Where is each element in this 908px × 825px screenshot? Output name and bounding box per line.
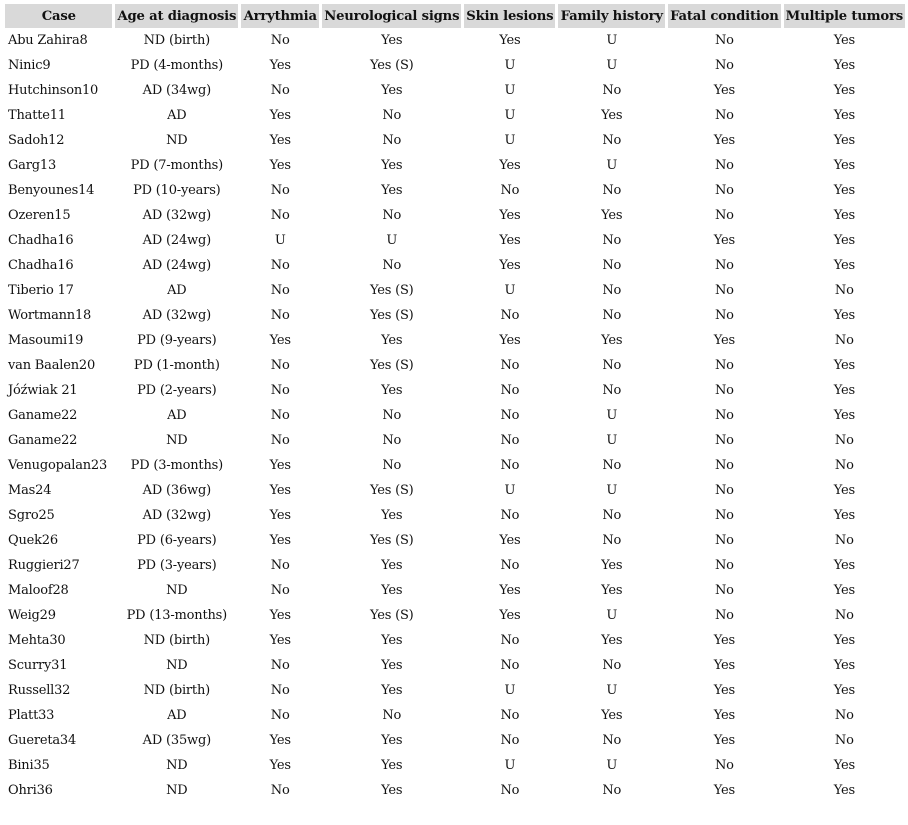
cell-case: Ganame22: [8, 433, 78, 448]
cell-fatal-condition: No: [714, 183, 734, 198]
table-row: [5, 353, 905, 378]
cell-arrythmia: No: [270, 183, 290, 198]
cell-case: Ozeren15: [8, 208, 71, 223]
table-row: [5, 653, 905, 678]
cell-neurological-signs: U: [386, 233, 398, 248]
cell-multiple-tumors: Yes: [833, 158, 855, 173]
cell-age-at-diagnosis: AD: [167, 283, 187, 298]
cell-multiple-tumors: Yes: [833, 483, 855, 498]
cell-neurological-signs: No: [382, 108, 402, 123]
cell-case: Jóźwiak 21: [8, 383, 78, 398]
cell-arrythmia: Yes: [269, 508, 291, 523]
cell-neurological-signs: No: [382, 708, 402, 723]
cell-neurological-signs: Yes: [381, 558, 403, 573]
cell-family-history: No: [602, 508, 622, 523]
cell-age-at-diagnosis: PD (6-years): [137, 533, 217, 548]
cell-case: Sgro25: [8, 508, 55, 523]
cell-case: Russell32: [8, 683, 71, 698]
cell-skin-lesions: No: [500, 458, 520, 473]
cell-neurological-signs: Yes (S): [369, 533, 414, 548]
cell-family-history: U: [606, 608, 618, 623]
cell-arrythmia: Yes: [269, 133, 291, 148]
cell-age-at-diagnosis: ND: [166, 658, 188, 673]
table-row: [5, 403, 905, 428]
cell-multiple-tumors: Yes: [833, 58, 855, 73]
table-row: [5, 228, 905, 253]
table-row: [5, 478, 905, 503]
table-row: [5, 728, 905, 753]
cell-fatal-condition: No: [714, 533, 734, 548]
cell-arrythmia: No: [270, 258, 290, 273]
column-header-case: Case: [5, 4, 112, 28]
cell-arrythmia: Yes: [269, 533, 291, 548]
cell-case: Thatte11: [8, 108, 66, 123]
cell-age-at-diagnosis: ND: [166, 433, 188, 448]
cell-arrythmia: No: [270, 683, 290, 698]
cell-neurological-signs: Yes: [381, 83, 403, 98]
cell-fatal-condition: Yes: [713, 783, 735, 798]
cell-case: Ohri36: [8, 783, 53, 798]
cell-family-history: Yes: [601, 333, 623, 348]
cell-family-history: No: [602, 533, 622, 548]
cell-family-history: U: [606, 33, 618, 48]
cell-case: Wortmann18: [8, 308, 92, 323]
cell-case: Guereta34: [8, 733, 77, 748]
cell-case: Maloof28: [8, 583, 69, 598]
cell-arrythmia: No: [270, 408, 290, 423]
cell-case: Venugopalan23: [8, 458, 108, 473]
cell-neurological-signs: Yes: [381, 633, 403, 648]
cell-case: Garg13: [8, 158, 57, 173]
cell-fatal-condition: No: [714, 208, 734, 223]
cell-fatal-condition: No: [714, 433, 734, 448]
cell-multiple-tumors: Yes: [833, 133, 855, 148]
cell-multiple-tumors: Yes: [833, 183, 855, 198]
cell-age-at-diagnosis: AD (32wg): [142, 208, 211, 223]
cell-skin-lesions: No: [500, 783, 520, 798]
cell-family-history: U: [606, 408, 618, 423]
cell-fatal-condition: Yes: [713, 333, 735, 348]
cell-fatal-condition: No: [714, 308, 734, 323]
cell-age-at-diagnosis: AD (32wg): [142, 308, 211, 323]
cell-age-at-diagnosis: PD (3-years): [137, 558, 217, 573]
cell-neurological-signs: Yes: [381, 383, 403, 398]
cell-skin-lesions: Yes: [499, 233, 521, 248]
cell-skin-lesions: No: [500, 183, 520, 198]
cell-skin-lesions: U: [504, 483, 516, 498]
cell-family-history: U: [606, 58, 618, 73]
cell-skin-lesions: No: [500, 383, 520, 398]
cell-skin-lesions: No: [500, 658, 520, 673]
table-row: [5, 553, 905, 578]
cell-arrythmia: No: [270, 33, 290, 48]
cell-fatal-condition: No: [714, 358, 734, 373]
table-row: [5, 603, 905, 628]
table-row: [5, 503, 905, 528]
cell-case: Hutchinson10: [8, 83, 99, 98]
cell-family-history: No: [602, 733, 622, 748]
cell-age-at-diagnosis: AD: [167, 708, 187, 723]
cell-neurological-signs: Yes: [381, 733, 403, 748]
cell-age-at-diagnosis: ND (birth): [143, 633, 210, 648]
cell-neurological-signs: Yes (S): [369, 483, 414, 498]
cell-multiple-tumors: No: [834, 733, 854, 748]
cell-arrythmia: Yes: [269, 633, 291, 648]
cell-skin-lesions: No: [500, 733, 520, 748]
cell-age-at-diagnosis: ND: [166, 758, 188, 773]
cell-family-history: Yes: [601, 108, 623, 123]
cell-family-history: No: [602, 133, 622, 148]
cell-skin-lesions: Yes: [499, 33, 521, 48]
cell-arrythmia: Yes: [269, 733, 291, 748]
cell-neurological-signs: No: [382, 133, 402, 148]
cell-case: Sadoh12: [8, 133, 65, 148]
cell-family-history: U: [606, 158, 618, 173]
table-row: [5, 378, 905, 403]
cell-neurological-signs: No: [382, 258, 402, 273]
table-row: [5, 703, 905, 728]
cell-neurological-signs: No: [382, 208, 402, 223]
cell-case: Ganame22: [8, 408, 78, 423]
cell-case: Platt33: [8, 708, 55, 723]
cell-arrythmia: U: [274, 233, 286, 248]
cell-case: Abu Zahira8: [8, 33, 88, 48]
cell-multiple-tumors: Yes: [833, 758, 855, 773]
cell-fatal-condition: Yes: [713, 83, 735, 98]
cell-multiple-tumors: Yes: [833, 358, 855, 373]
cell-case: Ruggieri27: [8, 558, 80, 573]
cell-family-history: Yes: [601, 208, 623, 223]
cell-fatal-condition: No: [714, 758, 734, 773]
column-header-neurological-signs: Neurological signs: [322, 4, 461, 28]
cell-multiple-tumors: Yes: [833, 108, 855, 123]
cell-age-at-diagnosis: PD (2-years): [137, 383, 217, 398]
cell-age-at-diagnosis: ND: [166, 583, 188, 598]
cell-age-at-diagnosis: PD (3-months): [130, 458, 223, 473]
cell-fatal-condition: Yes: [713, 133, 735, 148]
cell-skin-lesions: U: [504, 683, 516, 698]
cell-arrythmia: No: [270, 383, 290, 398]
cell-neurological-signs: Yes (S): [369, 283, 414, 298]
table-row: [5, 28, 905, 53]
cell-case: Quek26: [8, 533, 58, 548]
cell-age-at-diagnosis: AD (24wg): [142, 233, 211, 248]
cell-family-history: U: [606, 758, 618, 773]
cell-skin-lesions: Yes: [499, 258, 521, 273]
cell-family-history: No: [602, 83, 622, 98]
cell-skin-lesions: Yes: [499, 583, 521, 598]
column-header-age-at-diagnosis: Age at diagnosis: [115, 4, 238, 28]
cell-neurological-signs: No: [382, 458, 402, 473]
cell-arrythmia: No: [270, 358, 290, 373]
cell-neurological-signs: Yes (S): [369, 608, 414, 623]
cell-neurological-signs: Yes: [381, 683, 403, 698]
case-table: [2, 4, 908, 803]
cell-neurological-signs: Yes: [381, 508, 403, 523]
table-row: [5, 78, 905, 103]
cell-skin-lesions: No: [500, 358, 520, 373]
cell-age-at-diagnosis: AD (34wg): [142, 83, 211, 98]
table-row: [5, 53, 905, 78]
cell-multiple-tumors: No: [834, 433, 854, 448]
table-row: [5, 678, 905, 703]
cell-family-history: No: [602, 783, 622, 798]
cell-fatal-condition: Yes: [713, 233, 735, 248]
cell-family-history: U: [606, 433, 618, 448]
cell-neurological-signs: Yes: [381, 658, 403, 673]
cell-family-history: Yes: [601, 633, 623, 648]
cell-age-at-diagnosis: AD: [167, 108, 187, 123]
cell-age-at-diagnosis: PD (7-months): [130, 158, 223, 173]
cell-skin-lesions: No: [500, 408, 520, 423]
cell-multiple-tumors: No: [834, 283, 854, 298]
table-row: [5, 428, 905, 453]
cell-neurological-signs: Yes (S): [369, 308, 414, 323]
cell-multiple-tumors: Yes: [833, 33, 855, 48]
cell-age-at-diagnosis: AD (32wg): [142, 508, 211, 523]
cell-multiple-tumors: No: [834, 608, 854, 623]
cell-neurological-signs: Yes: [381, 158, 403, 173]
cell-multiple-tumors: Yes: [833, 258, 855, 273]
cell-fatal-condition: No: [714, 258, 734, 273]
cell-fatal-condition: No: [714, 33, 734, 48]
cell-age-at-diagnosis: PD (9-years): [137, 333, 217, 348]
column-header-fatal-condition: Fatal condition: [668, 4, 781, 28]
case-table-container: [2, 4, 908, 803]
cell-fatal-condition: Yes: [713, 683, 735, 698]
cell-arrythmia: No: [270, 433, 290, 448]
cell-fatal-condition: Yes: [713, 708, 735, 723]
cell-age-at-diagnosis: PD (10-years): [133, 183, 221, 198]
cell-fatal-condition: No: [714, 58, 734, 73]
cell-arrythmia: No: [270, 558, 290, 573]
cell-arrythmia: Yes: [269, 458, 291, 473]
cell-neurological-signs: No: [382, 408, 402, 423]
table-body: [5, 28, 905, 803]
cell-arrythmia: No: [270, 208, 290, 223]
cell-family-history: U: [606, 483, 618, 498]
cell-skin-lesions: No: [500, 433, 520, 448]
cell-family-history: No: [602, 383, 622, 398]
table-row: [5, 578, 905, 603]
cell-skin-lesions: Yes: [499, 158, 521, 173]
cell-case: Weig29: [8, 608, 56, 623]
table-row: [5, 103, 905, 128]
cell-multiple-tumors: Yes: [833, 558, 855, 573]
cell-skin-lesions: No: [500, 633, 520, 648]
cell-skin-lesions: U: [504, 108, 516, 123]
cell-multiple-tumors: Yes: [833, 683, 855, 698]
cell-arrythmia: Yes: [269, 58, 291, 73]
cell-age-at-diagnosis: ND: [166, 783, 188, 798]
cell-multiple-tumors: Yes: [833, 233, 855, 248]
cell-skin-lesions: Yes: [499, 333, 521, 348]
cell-arrythmia: No: [270, 708, 290, 723]
cell-fatal-condition: No: [714, 108, 734, 123]
cell-neurological-signs: Yes (S): [369, 58, 414, 73]
table-row: [5, 528, 905, 553]
cell-fatal-condition: No: [714, 483, 734, 498]
cell-age-at-diagnosis: AD (36wg): [142, 483, 211, 498]
cell-arrythmia: Yes: [269, 608, 291, 623]
table-row: [5, 178, 905, 203]
cell-fatal-condition: Yes: [713, 733, 735, 748]
cell-skin-lesions: U: [504, 83, 516, 98]
cell-case: Tiberio 17: [8, 283, 74, 298]
cell-arrythmia: No: [270, 658, 290, 673]
cell-arrythmia: Yes: [269, 758, 291, 773]
cell-multiple-tumors: Yes: [833, 783, 855, 798]
cell-arrythmia: Yes: [269, 483, 291, 498]
cell-skin-lesions: No: [500, 508, 520, 523]
cell-family-history: Yes: [601, 708, 623, 723]
cell-family-history: No: [602, 658, 622, 673]
cell-neurological-signs: Yes: [381, 333, 403, 348]
cell-age-at-diagnosis: AD (35wg): [142, 733, 211, 748]
cell-arrythmia: Yes: [269, 333, 291, 348]
column-header-arrythmia: Arrythmia: [241, 4, 319, 28]
cell-family-history: No: [602, 458, 622, 473]
cell-neurological-signs: Yes: [381, 783, 403, 798]
table-row: [5, 778, 905, 803]
cell-age-at-diagnosis: PD (13-months): [126, 608, 227, 623]
cell-skin-lesions: No: [500, 708, 520, 723]
cell-fatal-condition: No: [714, 508, 734, 523]
table-row: [5, 328, 905, 353]
cell-case: Mehta30: [8, 633, 66, 648]
cell-age-at-diagnosis: ND: [166, 133, 188, 148]
cell-neurological-signs: Yes: [381, 583, 403, 598]
cell-neurological-signs: Yes: [381, 758, 403, 773]
cell-family-history: U: [606, 683, 618, 698]
cell-family-history: Yes: [601, 583, 623, 598]
table-row: [5, 628, 905, 653]
cell-age-at-diagnosis: AD: [167, 408, 187, 423]
cell-skin-lesions: No: [500, 308, 520, 323]
cell-multiple-tumors: Yes: [833, 208, 855, 223]
cell-fatal-condition: No: [714, 608, 734, 623]
table-header-row: [5, 4, 905, 28]
column-header-multiple-tumors: Multiple tumors: [784, 4, 905, 28]
cell-case: van Baalen20: [8, 358, 96, 373]
cell-family-history: No: [602, 258, 622, 273]
cell-skin-lesions: U: [504, 133, 516, 148]
cell-arrythmia: Yes: [269, 108, 291, 123]
cell-arrythmia: No: [270, 583, 290, 598]
cell-family-history: No: [602, 183, 622, 198]
cell-family-history: No: [602, 358, 622, 373]
cell-case: Mas24: [8, 483, 52, 498]
cell-family-history: No: [602, 308, 622, 323]
cell-age-at-diagnosis: ND (birth): [143, 33, 210, 48]
cell-case: Chadha16: [8, 258, 74, 273]
cell-fatal-condition: No: [714, 558, 734, 573]
cell-fatal-condition: No: [714, 158, 734, 173]
cell-arrythmia: No: [270, 308, 290, 323]
cell-age-at-diagnosis: ND (birth): [143, 683, 210, 698]
cell-neurological-signs: Yes (S): [369, 358, 414, 373]
cell-case: Ninic9: [8, 58, 51, 73]
cell-age-at-diagnosis: PD (4-months): [130, 58, 223, 73]
column-header-skin-lesions: Skin lesions: [464, 4, 555, 28]
cell-fatal-condition: Yes: [713, 633, 735, 648]
cell-case: Masoumi19: [8, 333, 84, 348]
cell-case: Chadha16: [8, 233, 74, 248]
cell-neurological-signs: Yes: [381, 183, 403, 198]
cell-arrythmia: Yes: [269, 158, 291, 173]
table-row: [5, 278, 905, 303]
cell-fatal-condition: No: [714, 408, 734, 423]
cell-multiple-tumors: No: [834, 333, 854, 348]
cell-family-history: No: [602, 283, 622, 298]
table-row: [5, 303, 905, 328]
cell-family-history: Yes: [601, 558, 623, 573]
cell-fatal-condition: Yes: [713, 658, 735, 673]
cell-multiple-tumors: Yes: [833, 408, 855, 423]
cell-multiple-tumors: Yes: [833, 508, 855, 523]
cell-multiple-tumors: Yes: [833, 583, 855, 598]
cell-arrythmia: No: [270, 83, 290, 98]
table-row: [5, 753, 905, 778]
table-row: [5, 153, 905, 178]
cell-fatal-condition: No: [714, 583, 734, 598]
cell-fatal-condition: No: [714, 383, 734, 398]
cell-arrythmia: No: [270, 283, 290, 298]
cell-skin-lesions: Yes: [499, 608, 521, 623]
cell-case: Bini35: [8, 758, 50, 773]
cell-skin-lesions: No: [500, 558, 520, 573]
cell-arrythmia: No: [270, 783, 290, 798]
cell-family-history: No: [602, 233, 622, 248]
table-row: [5, 128, 905, 153]
cell-case: Benyounes14: [8, 183, 95, 198]
cell-multiple-tumors: Yes: [833, 308, 855, 323]
column-header-family-history: Family history: [558, 4, 665, 28]
cell-multiple-tumors: Yes: [833, 383, 855, 398]
cell-skin-lesions: Yes: [499, 208, 521, 223]
cell-multiple-tumors: Yes: [833, 658, 855, 673]
table-row: [5, 253, 905, 278]
cell-skin-lesions: U: [504, 758, 516, 773]
table-row: [5, 203, 905, 228]
cell-case: Scurry31: [8, 658, 68, 673]
cell-skin-lesions: Yes: [499, 533, 521, 548]
cell-neurological-signs: No: [382, 433, 402, 448]
cell-skin-lesions: U: [504, 58, 516, 73]
cell-skin-lesions: U: [504, 283, 516, 298]
cell-age-at-diagnosis: AD (24wg): [142, 258, 211, 273]
cell-fatal-condition: No: [714, 283, 734, 298]
cell-multiple-tumors: No: [834, 708, 854, 723]
cell-multiple-tumors: Yes: [833, 633, 855, 648]
cell-age-at-diagnosis: PD (1-month): [133, 358, 220, 373]
cell-neurological-signs: Yes: [381, 33, 403, 48]
table-row: [5, 453, 905, 478]
cell-fatal-condition: No: [714, 458, 734, 473]
cell-multiple-tumors: No: [834, 533, 854, 548]
cell-multiple-tumors: Yes: [833, 83, 855, 98]
cell-multiple-tumors: No: [834, 458, 854, 473]
